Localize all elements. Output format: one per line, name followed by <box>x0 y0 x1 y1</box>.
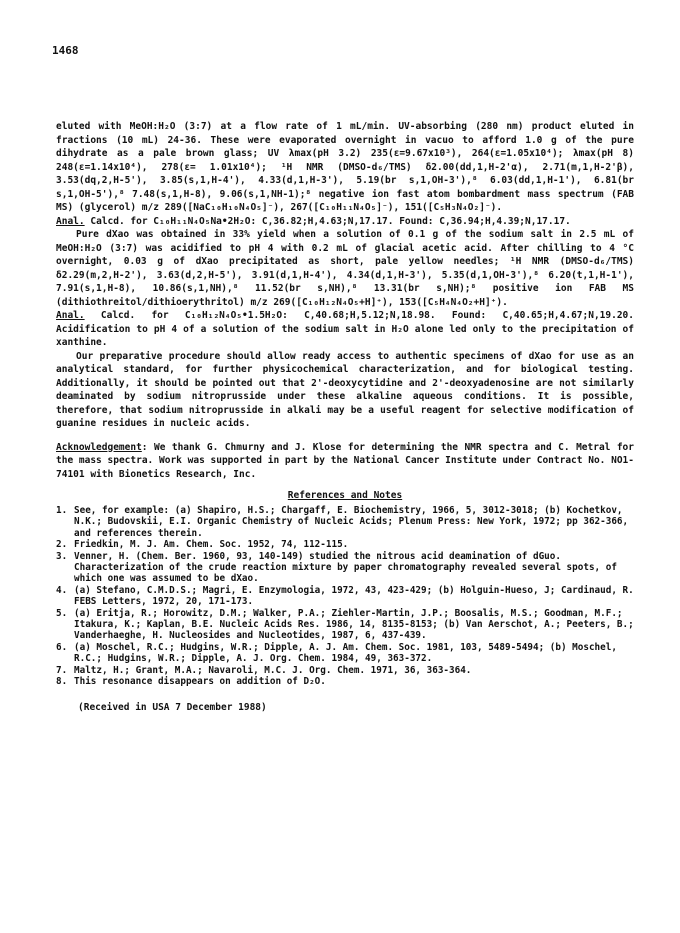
reference-1 <box>56 505 634 539</box>
page-number: 1468 <box>52 44 79 57</box>
reference-number: 3. <box>56 550 68 562</box>
paragraph-pure-dxao: Pure dXao was obtained in 33% yield when a solution of 0.1 g of the sodium salt in 2.5 mL of MeOH:H₂O (3:7) was acidified to pH 4 with 0.2 mL of glacial acetic acid. After chilling to 4 °C overnight, 0.03 g of dXao precipitated as short, pale yellow needles; ¹H NMR (DMSO-d₆/TMS) δ2.29(m,2,H-2'), 3.63(d,2,H-5'), 3.91(d,1,H-4'), 4.34(d,1,H-3'), 5.35(d,1,OH-3'),⁸ 6.20(t,1,H-1'), 7.91(s,1,H-8), 10.86(s,1,NH),⁸ 11.52(br s,NH),⁸ 13.31(br s,NH);⁸ positive ion FAB MS (dithiothreitol/dithioerythritol) m/z 269([C₁₀H₁₂N₄O₅+H]⁺), 153([C₅H₄N₄O₂+H]⁺). <box>56 229 634 308</box>
received-date: (Received in USA 7 December 1988) <box>78 701 267 713</box>
reference-3 <box>56 551 634 585</box>
reference-8 <box>56 676 634 687</box>
reference-4 <box>56 585 634 608</box>
reference-number: 8. <box>56 676 68 688</box>
reference-6 <box>56 642 634 665</box>
paragraph-anal-1 <box>56 215 634 229</box>
reference-5 <box>56 608 634 642</box>
reference-text: This resonance disappears on addition of D₂O. <box>74 676 326 688</box>
acknowledgement <box>56 441 634 482</box>
reference-number: 6. <box>56 641 68 653</box>
reference-text: See, for example: (a) Shapiro, H.S.; Chargaff, E. Biochemistry, 1966, 5, 3012-3018; (b) Kochetkov, N.K.; Budovskii, E.I. Organic Chemistry of Nucleic Acids; Plenum Press: New York, 1972; pp 362-366, and references therein. <box>74 505 629 539</box>
reference-number: 2. <box>56 539 68 551</box>
reference-text: Venner, H. (Chem. Ber. 1960, 93, 140-149) studied the nitrous acid deamination of dGuo. Characterization of the crude reaction mixture by paper chromatography revealed several spots, of which one was assumed to be dXao. <box>74 550 617 585</box>
acknowledgement-text: : We thank G. Chmurny and J. Klose for determining the NMR spectra and C. Metral for the mass spectra. Work was supported in part by the National Cancer Institute under Contract No. NO1-74101 with Bionetics Research, Inc. <box>56 441 634 480</box>
references-list <box>56 505 634 688</box>
paragraph-eluted: eluted with MeOH:H₂O (3:7) at a flow rate of 1 mL/min. UV-absorbing (280 nm) product eluted in fractions (10 mL) 24-36. These were evaporated overnight in vacuo to afford 1.0 g of the pure dihydrate as a pale brown glass; UV λmax(pH 3.2) 235(ε=9.67x10³), 264(ε=1.05x10⁴); λmax(pH 8) 248(ε=1.14x10⁴), 278(ε= 1.01x10⁴); ¹H NMR (DMSO-d₆/TMS) δ2.00(dd,1,H-2'α), 2.71(m,1,H-2'β), 3.53(dq,2,H-5'), 3.85(s,1,H-4'), 4.33(d,1,H-3'), 5.19(br s,1,OH-3'),⁸ 6.03(dd,1,H-1'), 6.81(br s,1,OH-5'),⁸ 7.48(s,1,H-8), 9.06(s,1,NH-1);⁸ negative ion fast atom bombardment mass spectrum (FAB MS) (glycerol) m/z 289([NaC₁₀H₁₀N₄O₅]⁻), 267([C₁₀H₁₁N₄O₅]⁻), 151([C₅H₃N₄O₂]⁻). <box>56 121 634 213</box>
article-body <box>56 120 634 713</box>
anal-label-2: Anal. <box>56 310 85 321</box>
anal-label: Anal. <box>56 215 85 227</box>
reference-number: 1. <box>56 505 68 516</box>
reference-number: 7. <box>56 664 68 676</box>
paragraph-anal-2 <box>56 309 634 350</box>
acknowledgement-label: Acknowledgement <box>56 441 142 453</box>
paragraph-preparative: Our preparative procedure should allow ready access to authentic specimens of dXao for use as an analytical standard, for further physicochemical characterization, and for biological testing. Additionally, it should be pointed out that 2'-deoxycytidine and 2'-deoxyadenosine are not similarly deaminated by sodium nitroprusside under these alkaline aqueous conditions. It is possible, therefore, that sodium nitroprusside in alkali may be a useful reagent for selective modification of guanine residues in nucleic acids. <box>56 350 634 429</box>
anal-1-text: Calcd. for C₁₀H₁₁N₄O₅Na•2H₂O: C,36.82;H,4.63;N,17.17. Found: C,36.94;H,4.39;N,17.17. <box>90 215 571 227</box>
anal-2-text: Calcd. for C₁₀H₁₂N₄O₅•1.5H₂O: C,40.68;H,5.12;N,18.98. Found: C,40.65;H,4.67;N,19.20. Acidification to pH 4 of a solution of the sodium salt in H₂O alone led only to the precipitation of xanthine. <box>56 310 634 348</box>
reference-text: (a) Moschel, R.C.; Hudgins, W.R.; Dipple, A. J. Am. Chem. Soc. 1981, 103, 5489-5494; (b) Moschel, R.C.; Hudgins, W.R.; Dipple, A. J. Org. Chem. 1984, 49, 363-372. <box>74 641 617 665</box>
reference-7 <box>56 665 634 676</box>
references-heading: References and Notes <box>287 490 403 501</box>
reference-number: 5. <box>56 607 68 619</box>
reference-text: Maltz, H.; Grant, M.A.; Navaroli, M.C. J. Org. Chem. 1971, 36, 363-364. <box>74 664 472 676</box>
reference-text: (a) Stefano, C.M.D.S.; Magri, E. Enzymologia, 1972, 43, 423-429; (b) Holguin-Hueso, J; Cardinaud, R. FEBS Letters, 1972, 20, 171-173. <box>74 584 634 608</box>
reference-number: 4. <box>56 584 68 596</box>
reference-text: Friedkin, M. J. Am. Chem. Soc. 1952, 74, 112-115. <box>74 539 349 551</box>
reference-text: (a) Eritja, R.; Horowitz, D.M.; Walker, P.A.; Ziehler-Martin, J.P.; Boosalis, M.S.; Goodman, M.F.; Itakura, K.; Kaplan, B.E. Nucleic Acids Res. 1986, 14, 8135-8153; (b) Van Aerschot, A.; Peeters, B.; Vanderhaeghe, H. Nucleosides and Nucleotides, 1987, 6, 437-439. <box>74 607 634 642</box>
reference-2 <box>56 539 634 550</box>
